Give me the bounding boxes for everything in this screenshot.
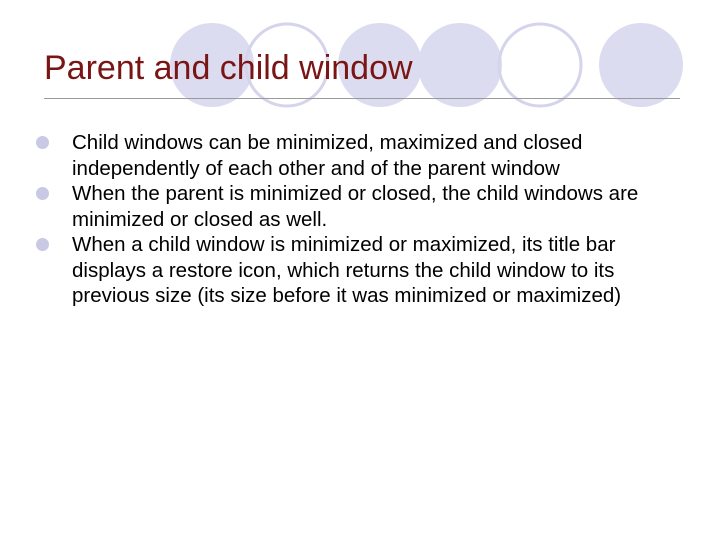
decor-circle-filled-4	[599, 23, 683, 107]
title-divider	[44, 98, 680, 99]
bullet-dot-icon	[36, 136, 49, 149]
slide-title: Parent and child window	[44, 49, 413, 87]
bullet-text: When a child window is minimized or maximized, its title bar displays a restore icon, which returns the child window to its previous size (its size before it was minimized or maximized)	[72, 233, 622, 307]
bullet-item	[36, 232, 676, 309]
decor-circle-outline-2	[499, 24, 581, 106]
bullet-dot-icon	[36, 238, 49, 251]
bullet-text: Child windows can be minimized, maximized and closed independently of each other and of the parent window	[72, 131, 583, 180]
bullet-list	[36, 130, 676, 309]
bullet-dot-icon	[36, 187, 49, 200]
bullet-text: When the parent is minimized or closed, the child windows are minimized or closed as well.	[72, 182, 639, 231]
bullet-item	[36, 181, 676, 232]
bullet-item	[36, 130, 676, 181]
decor-circle-filled-3	[418, 23, 502, 107]
